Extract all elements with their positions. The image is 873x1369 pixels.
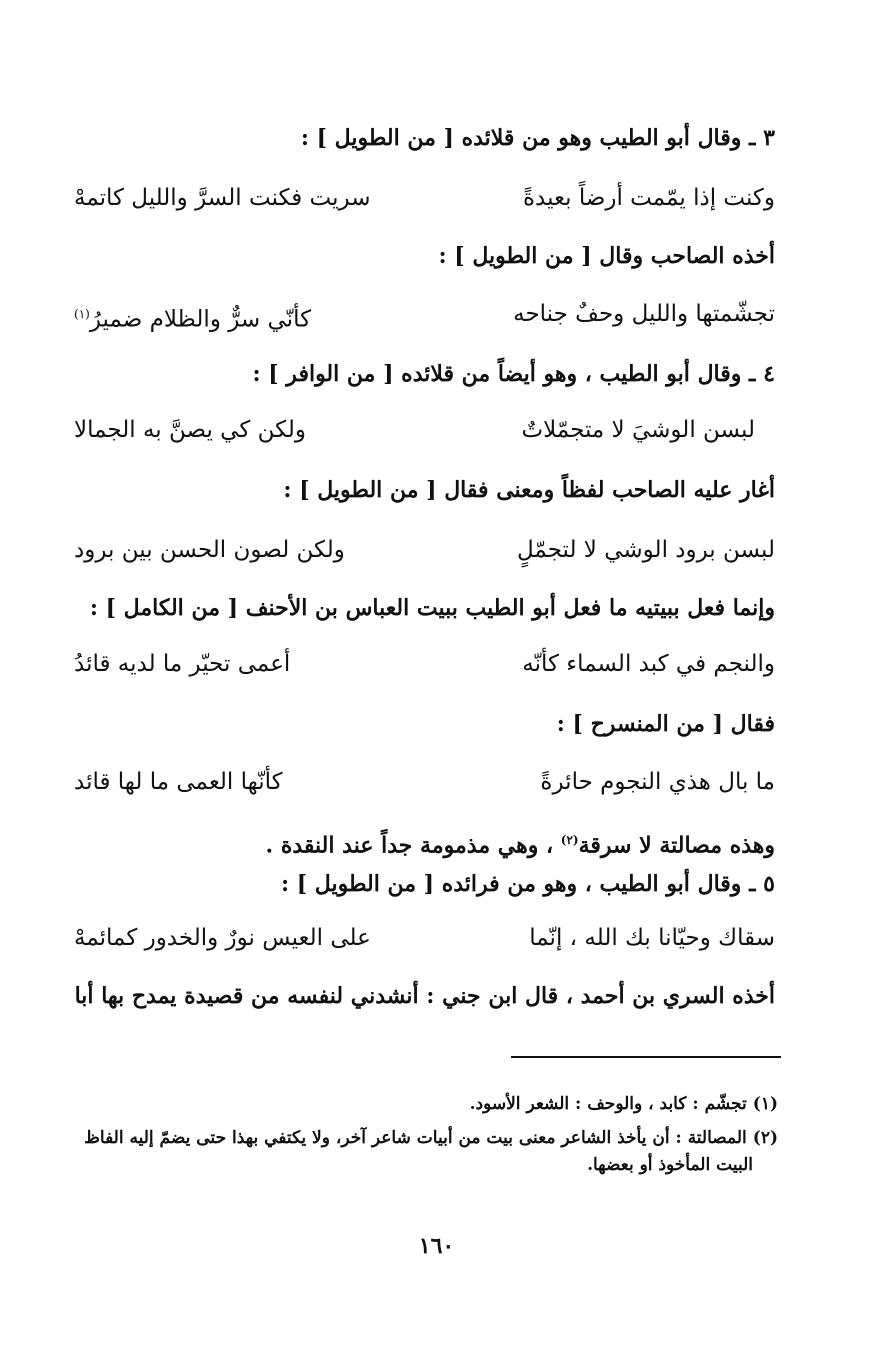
verse-1 (74, 180, 775, 216)
footnote-separator (511, 1056, 781, 1058)
verse-7-first-hemistich: سقاك وحيّانا بك الله ، إنّما (529, 925, 775, 951)
footnote-2-continuation: البيت المأخوذ أو بعضها. (587, 1155, 753, 1175)
verse-4-first-hemistich: لبسن برود الوشي لا لتجمّلٍ (516, 537, 775, 563)
footnote-2-text: المصالتة : أن يأخذ الشاعر معنى بيت من أبيات شاعر آخر، ولا يكتفي بهذا حتى يضمّ إليه الفاظ (84, 1128, 747, 1148)
footnote-1 (74, 1091, 778, 1117)
verse-6-first-hemistich: ما بال هذي النجوم حائرةً (540, 769, 775, 795)
footnote-1-number: (١) (752, 1094, 778, 1114)
line-musalata (74, 822, 775, 863)
footnote-ref-2[interactable]: (٢) (560, 833, 579, 847)
musalata-text-b: ، وهي مذمومة جداً عند النقدة . (265, 832, 561, 859)
verse-1-first-hemistich: وكنت إذا يمّمت أرضاً بعيدةً (522, 185, 775, 211)
verse-2 (74, 296, 775, 338)
verse-2-first-hemistich: تجشّمتها والليل وحفٌ جناحه (513, 301, 775, 327)
verse-3-first-hemistich: لبسن الوشيَ لا متجمّلاتٌ (521, 417, 755, 443)
verse-7-second-hemistich: على العيس نورٌ والخدور كمائمهْ (74, 925, 371, 951)
heading-5: ٥ ـ وقال أبو الطيب ، وهو من فرائده [ من الطويل ] : (280, 871, 775, 897)
verse-4-second-hemistich: ولكن لصون الحسن بين برود (74, 537, 345, 563)
line-sari: أخذه السري بن أحمد ، قال ابن جني : أنشدني لنفسه من قصيدة يمدح بها أبا (74, 983, 775, 1009)
page-number: ١٦٠ (418, 1233, 455, 1259)
footnote-1-text: تجشّم : كابد ، والوحف : الشعر الأسود. (469, 1094, 747, 1114)
footnote-2 (74, 1125, 778, 1151)
line-abbas: وإنما فعل ببيتيه ما فعل أبو الطيب ببيت العباس بن الأحنف [ من الكامل ] : (89, 595, 775, 621)
verse-6-second-hemistich: كأنّها العمى ما لها قائد (74, 769, 283, 795)
line-munsarih: فقال [ من المنسرح ] : (556, 711, 775, 737)
heading-4: ٤ ـ وقال أبو الطيب ، وهو أيضاً من قلائده [ من الوافر ] : (252, 361, 775, 387)
verse-4 (74, 532, 775, 568)
verse-2-second-text: كأنّي سرٌّ والظلام ضميرُ (89, 306, 312, 333)
verse-7 (74, 920, 775, 956)
musalata-text-a: وهذه مصالتة لا سرقة (578, 832, 775, 859)
verse-3 (74, 412, 755, 448)
verse-5-first-hemistich: والنجم في كبد السماء كأنّه (522, 651, 775, 677)
footnote-2-number: (٢) (752, 1128, 778, 1148)
verse-1-second-hemistich: سريت فكنت السرَّ والليل كاتمهْ (74, 185, 371, 211)
footnote-ref-1[interactable]: (١) (74, 307, 90, 321)
heading-3: ٣ ـ وقال أبو الطيب وهو من قلائده [ من الطويل ] : (300, 125, 775, 151)
verse-6 (74, 764, 775, 800)
line-sahib-2: أغار عليه الصاحب لفظاً ومعنى فقال [ من الطويل ] : (283, 477, 775, 503)
verse-2-second-hemistich (74, 296, 311, 338)
verse-3-second-hemistich: ولكن كي يصنَّ به الجمالا (74, 417, 306, 443)
line-sahib-1: أخذه الصاحب وقال [ من الطويل ] : (438, 243, 775, 269)
verse-5-second-hemistich: أعمى تحيّر ما لديه قائدُ (74, 651, 291, 677)
verse-5 (74, 646, 775, 682)
